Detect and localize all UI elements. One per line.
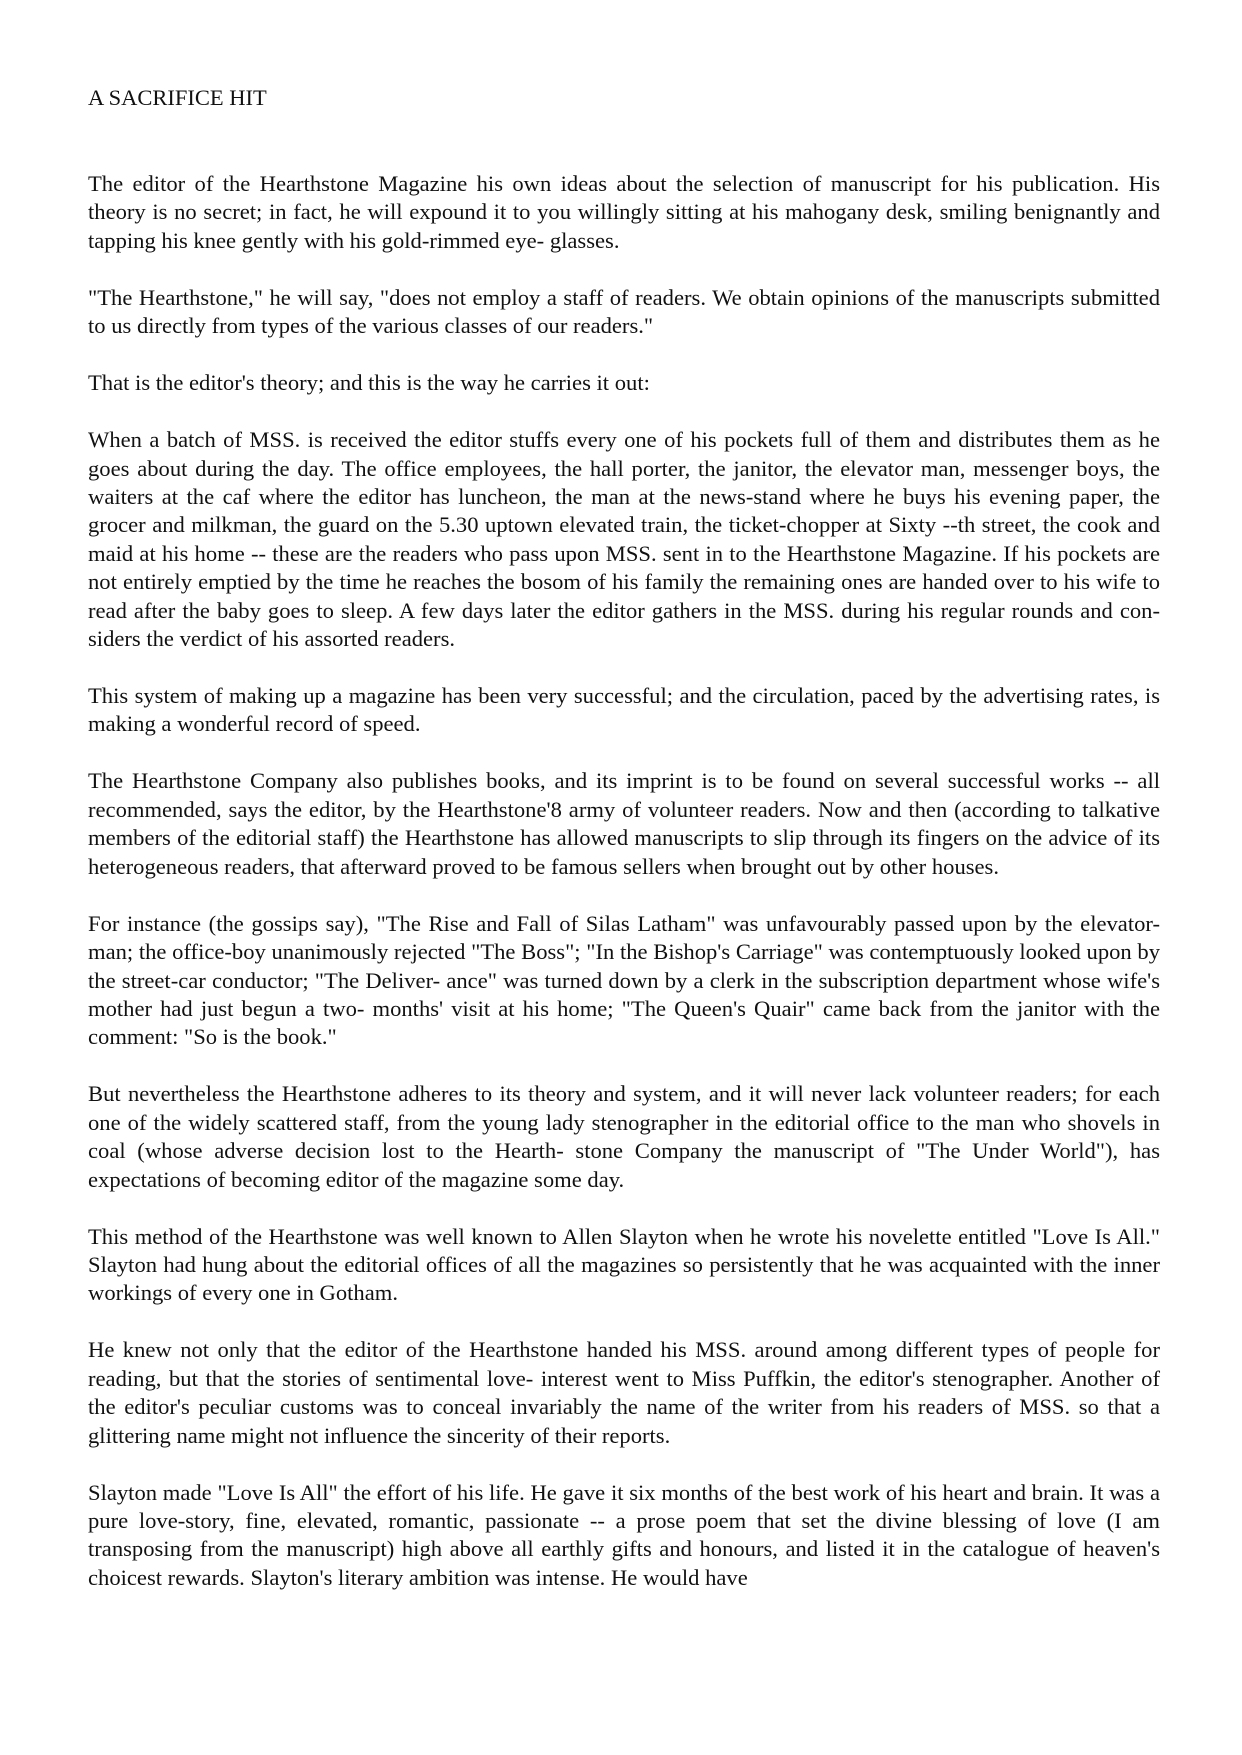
paragraph: When a batch of MSS. is received the editor stuffs every one of his pockets full of them and distributes them as he goes about during the day. The office employees, the hall porter, the janitor, the elevator man, messenger boys, the waiters at the caf where the editor has luncheon, the man at the news-stand where he buys his evening paper, the grocer and milkman, the guard on the 5.30 uptown elevated train, the ticket-chopper at Sixty --th street, the cook and maid at his home -- these are the readers who pass upon MSS. sent in to the Hearthstone Magazine. If his pockets are not entirely emptied by the time he reaches the bosom of his family the remaining ones are handed over to his wife to read after the baby goes to sleep. A few days later the editor gathers in the MSS. during his regular rounds and con- siders the verdict of his assorted readers.	[88, 427, 1160, 652]
paragraph: This method of the Hearthstone was well known to Allen Slayton when he wrote his novelette entitled "Love Is All." Slayton had hung about the editorial offices of all the magazines so persistently that he was acquainted with the inner workings of every one in Gotham.	[88, 1223, 1160, 1306]
document-title: A SACRIFICE HIT	[88, 85, 267, 110]
paragraph: The editor of the Hearthstone Magazine his own ideas about the selection of manuscript for his publication. His theory is no secret; in fact, he will expound it to you willingly sitting at his mahogany desk, smiling benignantly and tapping his knee gently with his gold-rimmed eye- glasses.	[88, 171, 1160, 253]
paragraph: This system of making up a magazine has been very successful; and the circulation, paced by the advertising rates, is making a wonderful record of speed.	[88, 683, 1160, 737]
paragraph: For instance (the gossips say), "The Rise and Fall of Silas Latham" was unfavourably passed upon by the elevator-man; the office-boy unanimously rejected "The Boss"; "In the Bishop's Carriage" was contemptuously looked upon by the street-car conductor; "The Deliver- ance" was turned down by a clerk in the subscription department whose wife's mother had just begun a two- months' visit at his home; "The Queen's Quair" came back from the janitor with the comment: "So is the book."	[88, 910, 1160, 1050]
paragraph: Slayton made "Love Is All" the effort of his life. He gave it six months of the best work of his heart and brain. It was a pure love-story, fine, elevated, romantic, passionate -- a prose poem that set the divine blessing of love (I am transposing from the manuscript) high above all earthly gifts and honours, and listed it in the catalogue of heaven's choicest rewards. Slayton's literary ambition was intense. He would have	[88, 1479, 1160, 1590]
paragraph: That is the editor's theory; and this is the way he carries it out:	[88, 370, 650, 396]
paragraph: He knew not only that the editor of the Hearthstone handed his MSS. around among different types of people for reading, but that the stories of sentimental love- interest went to Miss Puffkin, the editor's stenographer. Another of the editor's peculiar customs was to conceal invariably the name of the writer from his readers of MSS. so that a glittering name might not influence the sincerity of their reports.	[88, 1337, 1160, 1448]
paragraph: "The Hearthstone," he will say, "does not employ a staff of readers. We obtain opinions of the manuscripts submitted to us directly from types of the various classes of our readers."	[88, 284, 1160, 339]
paragraph: The Hearthstone Company also publishes books, and its imprint is to be found on several successful works -- all recommended, says the editor, by the Hearthstone'8 army of volunteer readers. Now and then (according to talkative members of the editorial staff) the Hearthstone has allowed manuscripts to slip through its fingers on the advice of its heterogeneous readers, that afterward proved to be famous sellers when brought out by other houses.	[88, 768, 1160, 879]
paragraph: But nevertheless the Hearthstone adheres to its theory and system, and it will never lack volunteer readers; for each one of the widely scattered staff, from the young lady stenographer in the editorial office to the man who shovels in coal (whose adverse decision lost to the Hearth- stone Company the manuscript of "The Under World"), has expectations of becoming editor of the magazine some day.	[88, 1081, 1160, 1192]
document-page	[88, 84, 1160, 1621]
